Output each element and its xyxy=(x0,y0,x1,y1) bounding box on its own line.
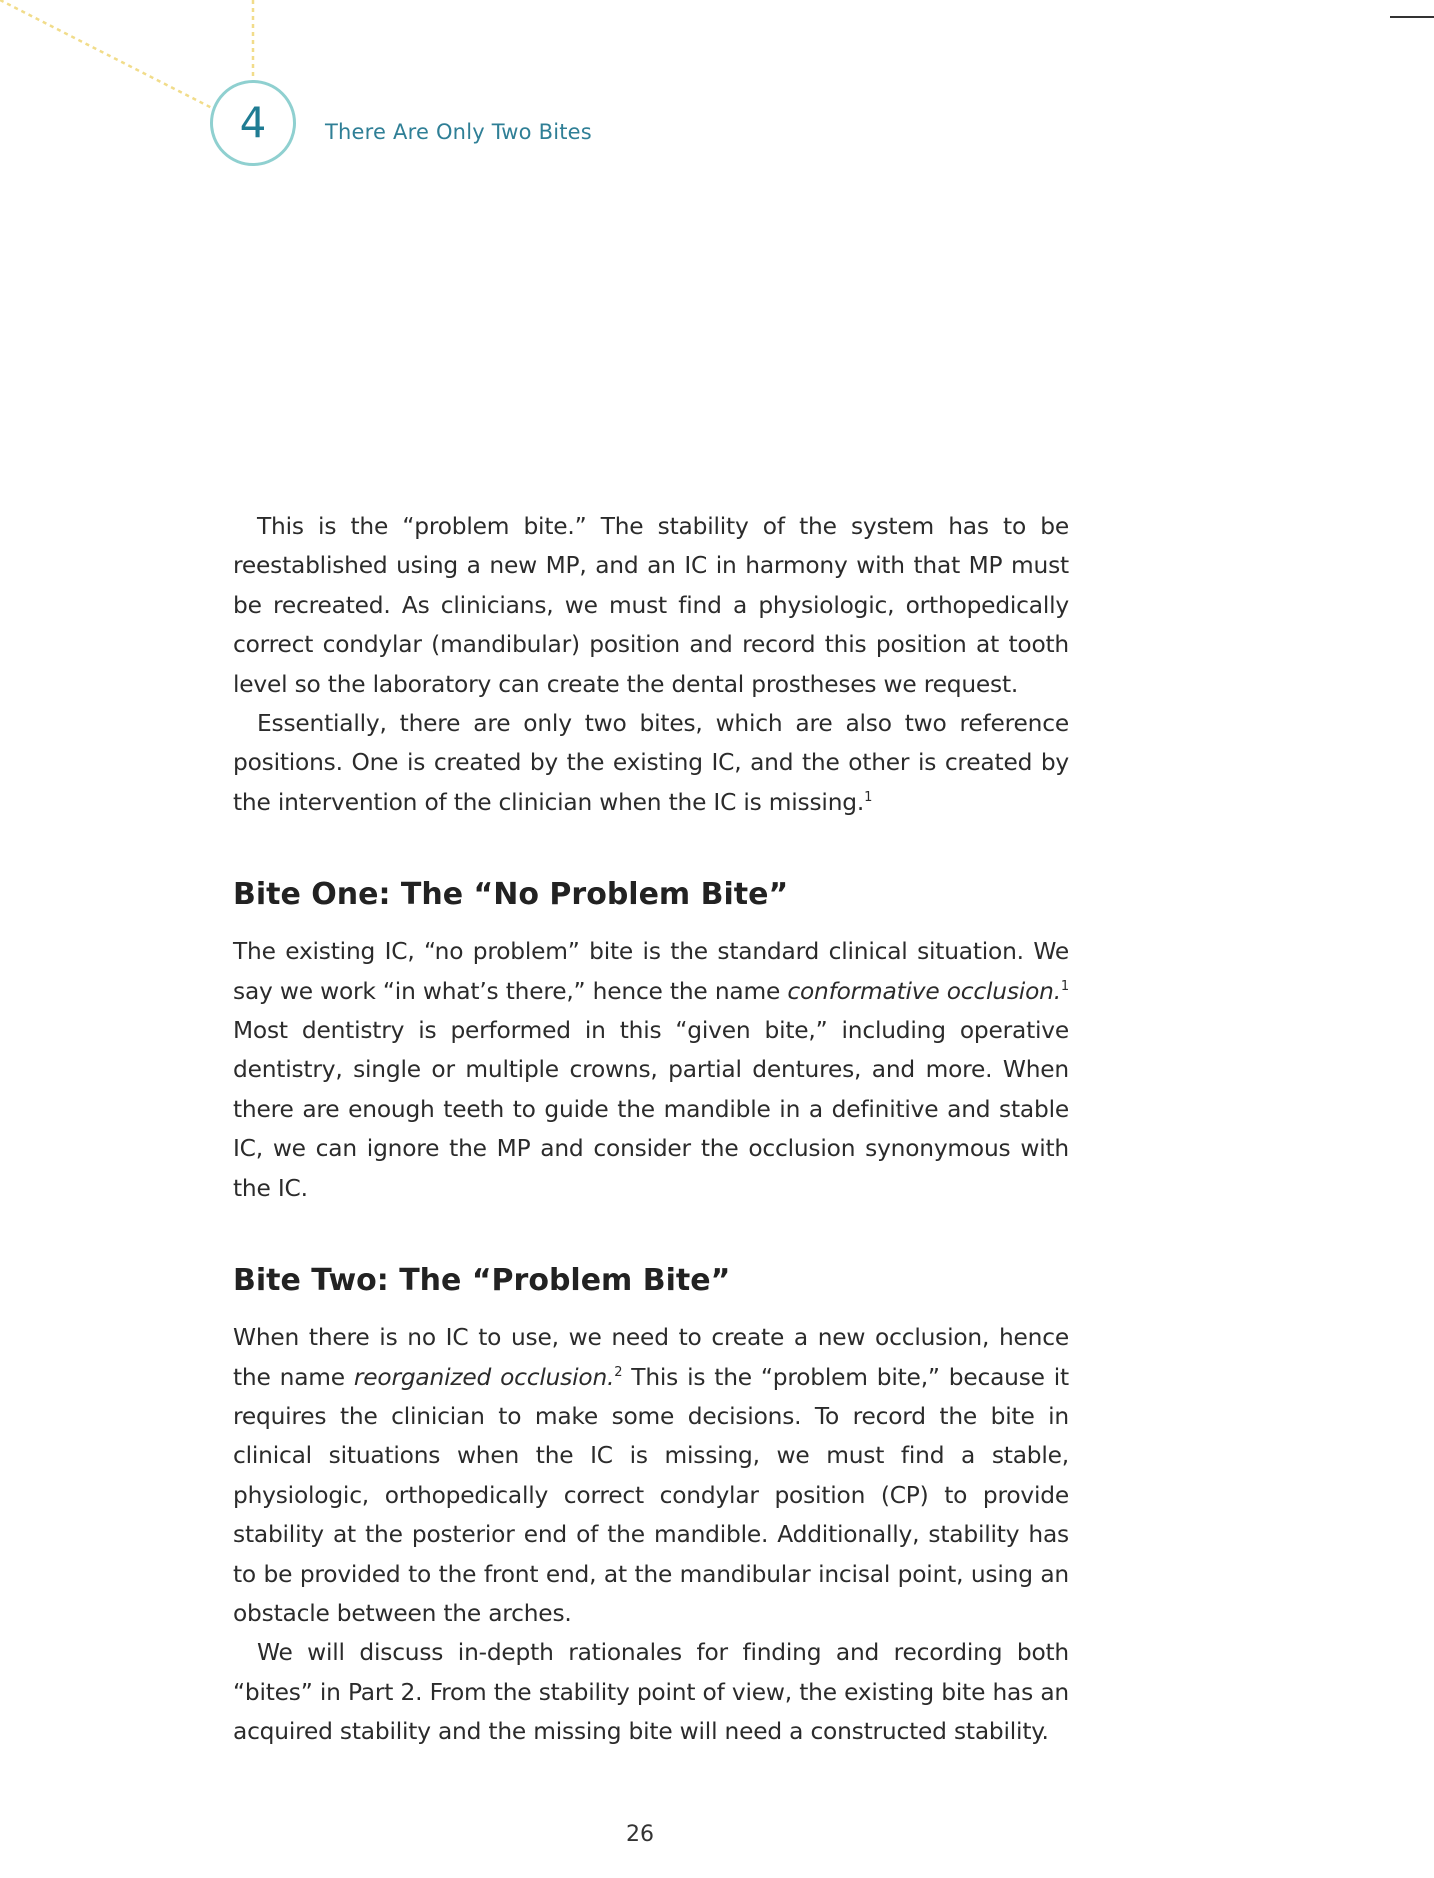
chapter-number-badge xyxy=(210,80,296,166)
body-paragraph: The existing IC, “no problem” bite is the standard clinical situation. We say we work “in what’s there,” hence the name conformative occlusion.$^1$ Most dentistry is performed in this “given bite,” including operative dentistry, single or multiple crowns, partial dentures, and more. When there are enough teeth to guide the mandible in a definitive and stable IC, we can ignore the MP and consider the occlusion synonymous with the IC. xyxy=(233,938,1069,1202)
page-body xyxy=(233,507,1069,1752)
body-paragraph: This is the “problem bite.” The stability of the system has to be reestablished using a new MP, and an IC in harmony with that MP must be recreated. As clinicians, we must find a physiologic, orthopedically correct condylar (mandibular) position and record this position at tooth level so the laboratory can create the dental prostheses we request. xyxy=(233,513,1069,698)
decorative-dotted-lines xyxy=(0,0,340,190)
page-number: 26 xyxy=(626,1822,654,1847)
section-heading: Bite One: The “No Problem Bite” xyxy=(233,877,789,913)
body-paragraph: Essentially, there are only two bites, which are also two reference positions. One is created by the existing IC, and the other is created by the intervention of the clinician when the IC is missing.$^1$ xyxy=(233,710,1069,816)
body-paragraph: When there is no IC to use, we need to create a new occlusion, hence the name reorganized occlusion.$^2$ This is the “problem bite,” because it requires the clinician to make some decisions. To record the bite in clinical situations when the IC is missing, we must find a stable, physiologic, orthopedically correct condylar position (CP) to provide stability at the posterior end of the mandible. Additionally, stability has to be provided to the front end, at the mandibular incisal point, using an obstacle between the arches. xyxy=(233,1324,1069,1627)
footnote-ref: 2 xyxy=(614,1364,623,1380)
section-heading: Bite Two: The “Problem Bite” xyxy=(233,1263,731,1299)
footnote-ref: 1 xyxy=(864,789,873,805)
chapter-title: There Are Only Two Bites xyxy=(325,120,592,144)
chapter-number: 4 xyxy=(239,98,267,147)
body-paragraph: We will discuss in-depth rationales for finding and recording both “bites” in Part 2. From the stability point of view, the existing bite has an acquired stability and the missing bite will need a constructed stability. xyxy=(233,1639,1069,1746)
footnote-ref: 1 xyxy=(1060,978,1069,994)
corner-rule xyxy=(1390,16,1434,18)
